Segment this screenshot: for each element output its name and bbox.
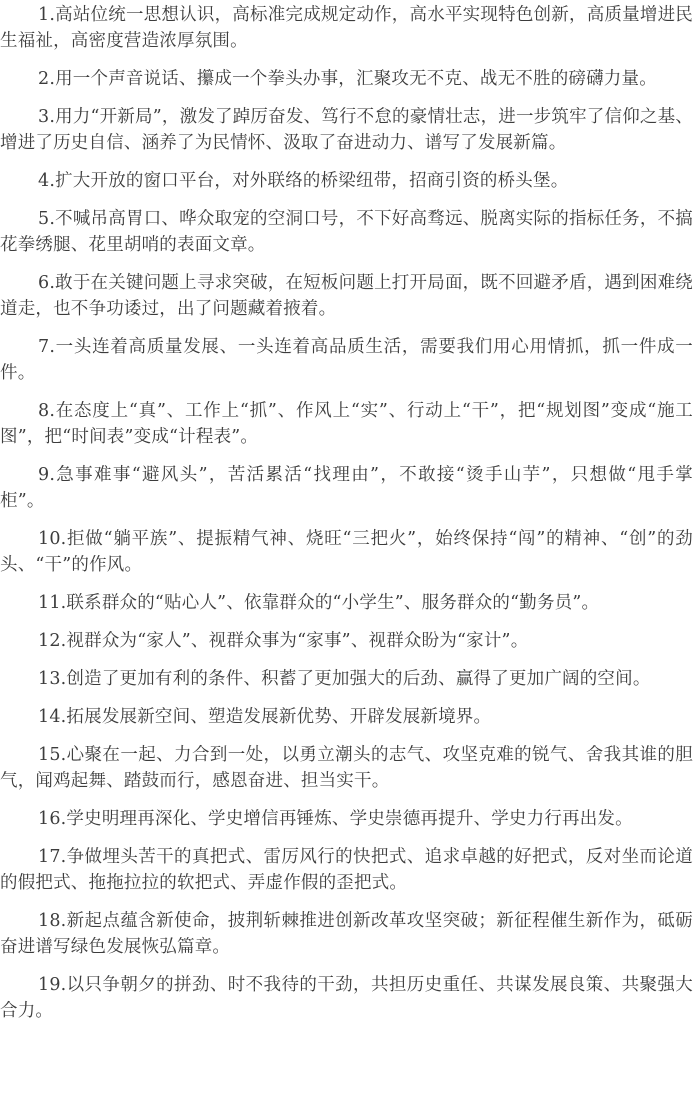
list-item: 12.视群众为“家人”、视群众事为“家事”、视群众盼为“家计”。 <box>38 631 529 651</box>
list-item: 13.创造了更加有利的条件、积蓄了更加强大的后劲、赢得了更加广阔的空间。 <box>38 669 651 689</box>
list-item: 6.敢于在关键问题上寻求突破，在短板问题上打开局面，既不回避矛盾，遇到困难绕道走，也不争功诿过，出了问题藏着掖着。 <box>0 273 693 319</box>
list-item: 3.用力“开新局”，激发了踔厉奋发、笃行不怠的豪情壮志，进一步筑牢了信仰之基、增进了历史自信、涵养了为民情怀、汲取了奋进动力、谱写了发展新篇。 <box>0 107 693 153</box>
list-item: 9.急事难事“避风头”，苦活累活“找理由”，不敢接“烫手山芋”，只想做“甩手掌柜”。 <box>0 465 693 511</box>
list-item: 8.在态度上“真”、工作上“抓”、作风上“实”、行动上“干”，把“规划图”变成“施工图”，把“时间表”变成“计程表”。 <box>0 401 693 447</box>
list-item: 10.拒做“躺平族”、提振精气神、烧旺“三把火”，始终保持“闯”的精神、“创”的劲头、“干”的作风。 <box>0 529 693 575</box>
list-item: 19.以只争朝夕的拼劲、时不我待的干劲，共担历史重任、共谋发展良策、共聚强大合力。 <box>0 975 693 1021</box>
list-item: 5.不喊吊高胃口、哗众取宠的空洞口号，不下好高骛远、脱离实际的指标任务，不搞花拳绣腿、花里胡哨的表面文章。 <box>0 209 693 255</box>
list-item: 4.扩大开放的窗口平台，对外联络的桥梁纽带，招商引资的桥头堡。 <box>38 171 569 191</box>
list-item: 16.学史明理再深化、学史增信再锤炼、学史崇德再提升、学史力行再出发。 <box>38 809 633 829</box>
list-item: 15.心聚在一起、力合到一处，以勇立潮头的志气、攻坚克难的锐气、舍我其谁的胆气，闻鸡起舞、踏鼓而行，感恩奋进、担当实干。 <box>0 745 693 791</box>
list-item: 14.拓展发展新空间、塑造发展新优势、开辟发展新境界。 <box>38 707 492 727</box>
list-item: 18.新起点蕴含新使命，披荆斩棘推进创新改革攻坚突破；新征程催生新作为，砥砺奋进谱写绿色发展恢弘篇章。 <box>0 911 693 957</box>
list-item: 11.联系群众的“贴心人”、依靠群众的“小学生”、服务群众的“勤务员”。 <box>38 593 600 613</box>
list-item: 1.高站位统一思想认识，高标准完成规定动作，高水平实现特色创新，高质量增进民生福祉，高密度营造浓厚氛围。 <box>0 5 693 51</box>
list-item: 17.争做埋头苦干的真把式、雷厉风行的快把式、追求卓越的好把式，反对坐而论道的假把式、拖拖拉拉的软把式、弄虚作假的歪把式。 <box>0 847 693 893</box>
list-item: 2.用一个声音说话、攥成一个拳头办事，汇聚攻无不克、战无不胜的磅礴力量。 <box>38 69 657 89</box>
list-item: 7.一头连着高质量发展、一头连着高品质生活，需要我们用心用情抓，抓一件成一件。 <box>0 337 693 383</box>
